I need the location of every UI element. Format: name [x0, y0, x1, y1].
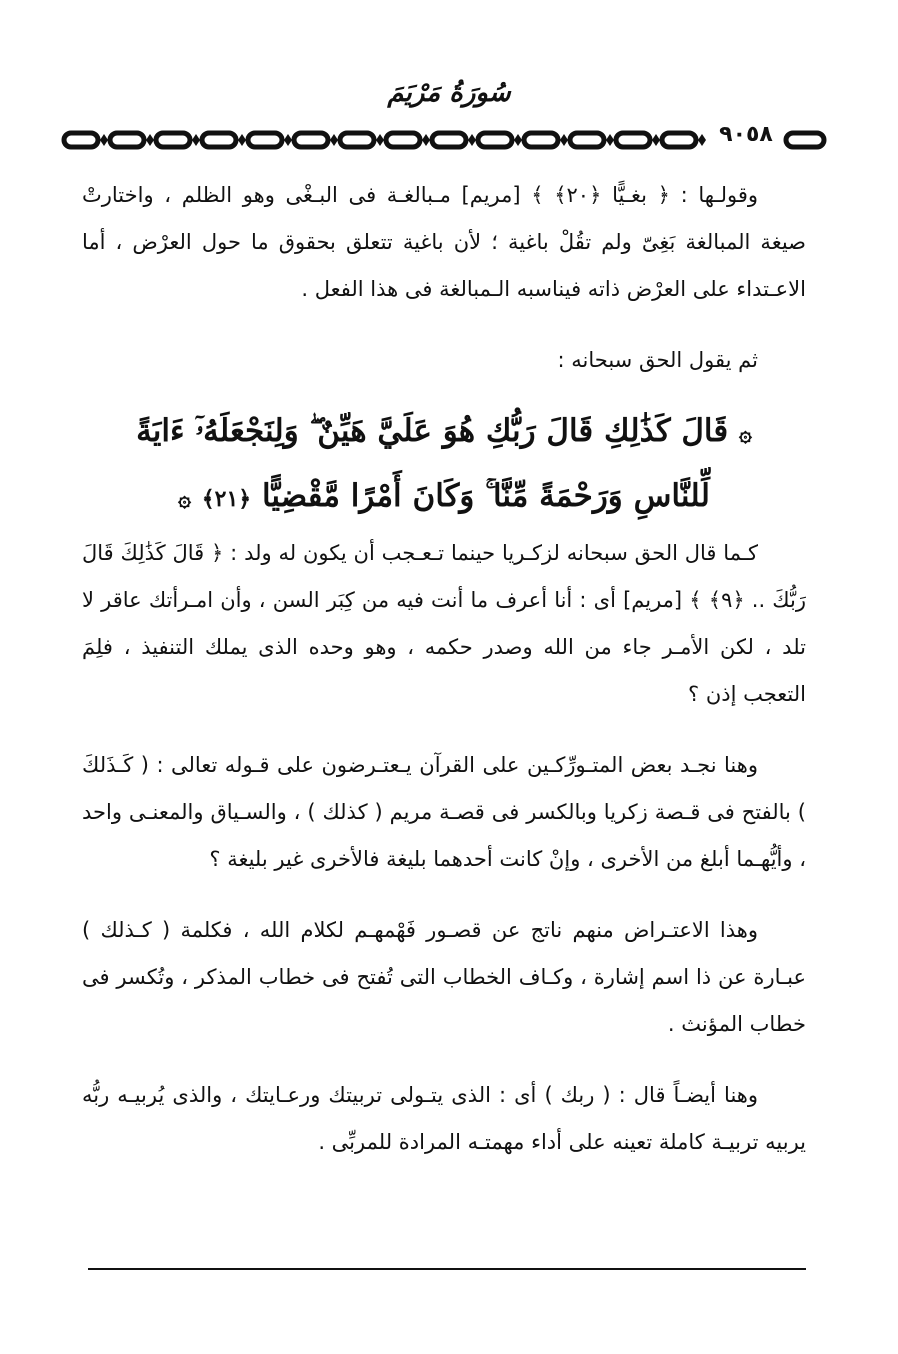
ornamental-border [60, 128, 830, 152]
paragraph: وهذا الاعتـراض منهم ناتج عن قصـور فَهْمهـم لكلام الله ، فكلمة ( كـذلك ) عبـارة عن ذا اسم إشارة ، وكـاف الخطاب التى تُفتح فى خطاب المذكر ، وتُكسر فى خطاب المؤنث . [82, 918, 806, 1036]
paragraph: كـما قال الحق سبحانه لزكـريا حينما تـعـجب أن يكون له ولد : ﴿ قَالَ كَذَٰلِكَ قَالَ رَبُّكَ .. ﴿٩﴾ ﴾ [مريم] أى : أنا أعرف ما أنت فيه من كِبَر السن ، وأن امـرأتك عاقر لا تلد ، لكن الأمـر جاء من الله وصدر حكمه ، وهو وحده الذى يملك التنفيذ ، فلِمَ التعجب إذن ؟ [82, 541, 806, 706]
paragraph: وهنا أيضـاً قال : ( ربك ) أى : الذى يتـولى تربيتك ورعـايتك ، والذى يُربيـه ربُّه يربيه تربيـة كاملة تعينه على أداء مهمتـه المرادة للمربِّى . [82, 1083, 806, 1154]
verse-number: ٢١ [214, 486, 239, 512]
quran-verse: قَالَ كَذَٰلِكِ قَالَ رَبُّكِ هُوَ عَلَيَّ هَيِّنٌ ۖ وَلِنَجْعَلَهُۥٓ ءَايَةً لِّلنَّاسِ وَرَحْمَةً مِّنَّا ۚ وَكَانَ أَمْرًا مَّقْضِيًّا [136, 413, 729, 514]
ornament-icon: ۞ [738, 421, 752, 447]
quran-verse-block [82, 400, 806, 530]
verse-number-marker: ﴿٢١﴾ [201, 486, 252, 512]
paragraph: وهنا نجـد بعض المتـورِّكـين على القرآن يـعتـرضون على قـوله تعالى : ( كَـذَلكَ ) بالفتح فى قـصة زكريا وبالكسر فى قصـة مريم ( كذلك ) ، والسـياق والمعنـى واحد ، وأيُّهـما أبلغ من الأخرى ، وإنْ كانت أحدهما بليغة فالأخرى غير بليغة ؟ [82, 753, 806, 871]
footer-divider [88, 1268, 806, 1270]
paragraph: وقولـها : ﴿ بغـيًّا ﴿٢٠﴾ ﴾ [مريم] مـبالغـة فى البـغْى وهو الظلم ، واختارتْ صيغة المبالغة بَغِىّ ولم تقُلْ باغية ؛ لأن باغية تتعلق بحقوق ما حول العرْض ، أما الاعـتداء على العرْض ذاته فيناسبه الـمبالغة فى هذا الفعل . [82, 183, 806, 301]
surah-title: سُورَةُ مَرْيَمَ [387, 78, 511, 108]
paragraph: ثم يقول الحق سبحانه : [557, 348, 758, 372]
ornament-icon: ۞ [178, 486, 191, 512]
page-number: ٩٠٥٨ [716, 122, 776, 147]
page-body [82, 172, 806, 1166]
